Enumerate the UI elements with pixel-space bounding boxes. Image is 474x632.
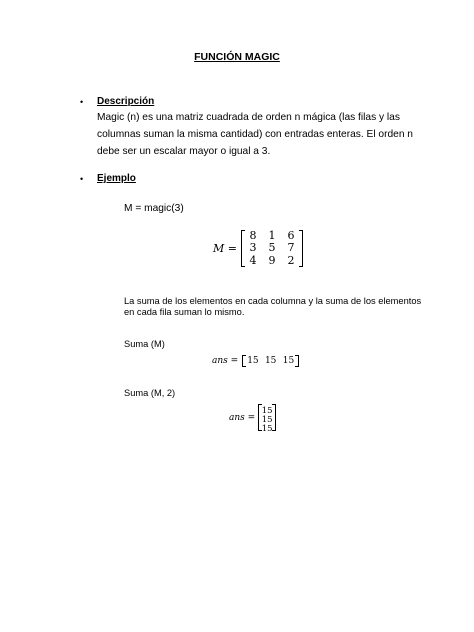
heading-ejemplo: Ejemplo — [97, 173, 136, 184]
bullet-descripcion: • — [80, 97, 84, 107]
sum1-label: ans = — [212, 356, 239, 366]
matrix-cell: 7 — [287, 241, 295, 255]
descripcion-line: Magic (n) es una matriz cuadrada de orden n mágica (las filas y las — [97, 112, 400, 123]
sum2-result — [229, 404, 276, 434]
matrix-cell: 5 — [268, 241, 276, 255]
matrix-row — [246, 242, 298, 254]
sum2-column-vector — [258, 404, 276, 434]
note-line: en cada fila suman lo mismo. — [124, 307, 245, 317]
note-line: La suma de los elementos en cada columna y la suma de los elementos — [124, 296, 422, 306]
matrix-cell: 1 — [268, 229, 276, 242]
matrix-cell: 2 — [287, 253, 295, 267]
sum1-row-vector — [242, 355, 299, 367]
matrix-cell: 6 — [287, 229, 295, 242]
bullet-ejemplo: • — [80, 174, 84, 184]
matrix-cell: 9 — [268, 253, 276, 267]
sum2-label: ans = — [229, 412, 256, 423]
sum1-command: Suma (M) — [124, 339, 165, 349]
vector-cell: 15 — [247, 356, 259, 366]
page-title: FUNCIÓN MAGIC — [194, 51, 280, 63]
vector-cell: 15 — [261, 424, 273, 434]
matrix-expression — [213, 230, 303, 267]
descripcion-line: debe ser un escalar mayor o igual a 3. — [97, 146, 271, 157]
sum2-command: Suma (M, 2) — [124, 388, 176, 398]
descripcion-line: columnas suman la misma cantidad) con entradas enteras. El orden n — [97, 129, 413, 140]
descripcion-paragraph — [97, 109, 427, 160]
vector-cell: 15 — [261, 415, 273, 425]
vector-cell: 15 — [264, 356, 277, 366]
matrix-row — [246, 255, 298, 267]
matrix-cell: 8 — [249, 229, 257, 242]
ejemplo-command: M = magic(3) — [124, 203, 184, 214]
ejemplo-note — [124, 296, 444, 318]
vector-row — [247, 355, 294, 367]
sum1-result — [212, 355, 299, 367]
vector-cell-row — [261, 422, 273, 434]
vector-cell-row — [261, 413, 273, 425]
vector-cell: 15 — [282, 356, 295, 366]
matrix-cell: 4 — [249, 253, 257, 267]
vector-cell: 15 — [261, 406, 273, 416]
matrix-cell: 3 — [249, 241, 257, 255]
vector-cell-row — [261, 404, 273, 416]
heading-descripcion: Descripción — [97, 96, 155, 107]
magic-matrix — [241, 230, 303, 267]
matrix-label: M = — [213, 242, 237, 255]
